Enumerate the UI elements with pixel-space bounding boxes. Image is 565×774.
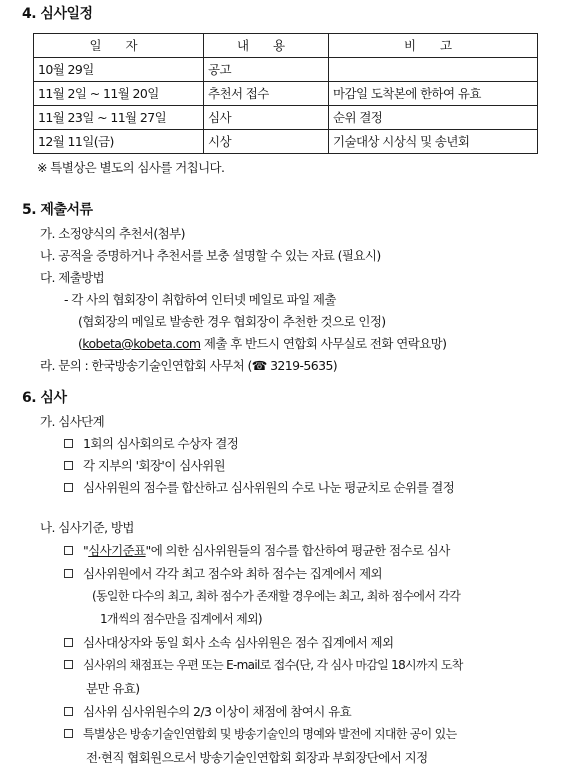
contact-email-link[interactable]: kobeta@kobeta.com [82,336,201,351]
cell-content: 추천서 접수 [204,82,329,106]
quote-open: " [83,543,89,558]
list-item [64,458,225,473]
item-ga: 가. 소정양식의 추천서(첨부) [40,226,185,241]
submission-line-1: - 각 사의 협회장이 취합하여 인터넷 메일로 파일 제출 [64,292,336,307]
section-6-title: 6. 심사 [22,390,67,406]
review-stage-heading: 가. 심사단계 [40,414,105,429]
checkbox-icon [64,439,73,448]
checkbox-icon [64,729,73,738]
item-da: 다. 제출방법 [40,270,105,285]
list-item-continuation: 분만 유효) [86,681,140,696]
list-item-text: 특별상은 방송기술인연합회 및 방송기술인의 명예와 발전에 지대한 공이 있는 [83,727,457,741]
cell-content: 시상 [204,130,329,154]
checkbox-icon [64,569,73,578]
header-content: 내 용 [204,34,329,58]
checkbox-icon [64,707,73,716]
list-item-text: 심사위원의 점수를 합산하고 심사위원의 수로 나눈 평균치로 순위를 결정 [83,480,455,495]
submission-line-2: (협회장의 메일로 발송한 경우 협회장이 추천한 것으로 인정) [78,314,386,329]
schedule-table [33,33,538,154]
table-row [34,58,538,82]
list-item-text: 심사위 심사위원수의 2/3 이상이 채점에 참여시 유효 [83,704,352,719]
list-item [64,727,456,741]
cell-date: 10월 29일 [34,58,204,82]
criteria-table-link[interactable]: 심사기준표 [88,543,146,558]
cell-remarks [329,58,538,82]
special-award-note: ※ 특별상은 별도의 심사를 거칩니다. [37,160,225,175]
list-item-text: 1회의 심사회의로 수상자 결정 [83,436,239,451]
submission-line-3: (kobeta@kobeta.com 제출 후 반드시 연합회 사무실로 전화 연락요망) [78,336,447,351]
cell-remarks: 기술대상 시상식 및 송년회 [329,130,538,154]
table-row [34,82,538,106]
table-header-row [34,34,538,58]
list-item-text: "에 의한 심사위원들의 점수를 합산하여 평균한 점수로 심사 [145,543,450,558]
header-date: 일 자 [34,34,204,58]
list-item [64,436,238,451]
item-na: 나. 공적을 증명하거나 추천서를 보충 설명할 수 있는 자료 (필요시) [40,248,381,263]
list-item-subtext: 1개씩의 점수만을 집계에서 제외) [100,612,262,626]
section-5-title: 5. 제출서류 [22,202,93,218]
cell-content: 공고 [204,58,329,82]
checkbox-icon [64,483,73,492]
list-item [64,566,382,581]
table-row [34,130,538,154]
cell-date: 12월 11일(금) [34,130,204,154]
list-item-subtext: (동일한 다수의 최고, 최하 점수가 존재할 경우에는 최고, 최하 점수에서 각각 [92,589,461,603]
cell-content: 심사 [204,106,329,130]
list-item-text: 심사위원에서 각각 최고 점수와 최하 점수는 집계에서 제외 [83,566,383,581]
list-item [64,543,450,558]
header-remarks: 비 고 [329,34,538,58]
table-row [34,106,538,130]
cell-remarks: 순위 결정 [329,106,538,130]
checkbox-icon [64,638,73,647]
list-item [64,480,454,495]
list-item-continuation: 전·현직 협회원으로서 방송기술인연합회 회장과 부회장단에서 지정 [86,750,428,765]
cell-date: 11월 23일 ~ 11월 27일 [34,106,204,130]
item-ra-contact: 라. 문의 : 한국방송기술인연합회 사무처 (☎ 3219-5635) [40,358,338,373]
list-item-text: 심사위의 채점표는 우편 또는 E-mail로 접수(단, 각 심사 마감일 18시까지 도착 [83,658,463,672]
list-item [64,658,463,672]
cell-date: 11월 2일 ~ 11월 20일 [34,82,204,106]
list-item-text: 각 지부의 '회장'이 심사위원 [83,458,226,473]
checkbox-icon [64,461,73,470]
submission-line-3-rest: 제출 후 반드시 연합회 사무실로 전화 연락요망) [200,336,447,351]
cell-remarks: 마감일 도착본에 한하여 유효 [329,82,538,106]
list-item-text: 심사대상자와 동일 회사 소속 심사위원은 점수 집계에서 제외 [83,635,394,650]
checkbox-icon [64,546,73,555]
list-item [64,704,351,719]
checkbox-icon [64,660,73,669]
section-4-title: 4. 심사일정 [22,6,93,22]
list-item [64,635,394,650]
review-criteria-heading: 나. 심사기준, 방법 [40,520,134,535]
